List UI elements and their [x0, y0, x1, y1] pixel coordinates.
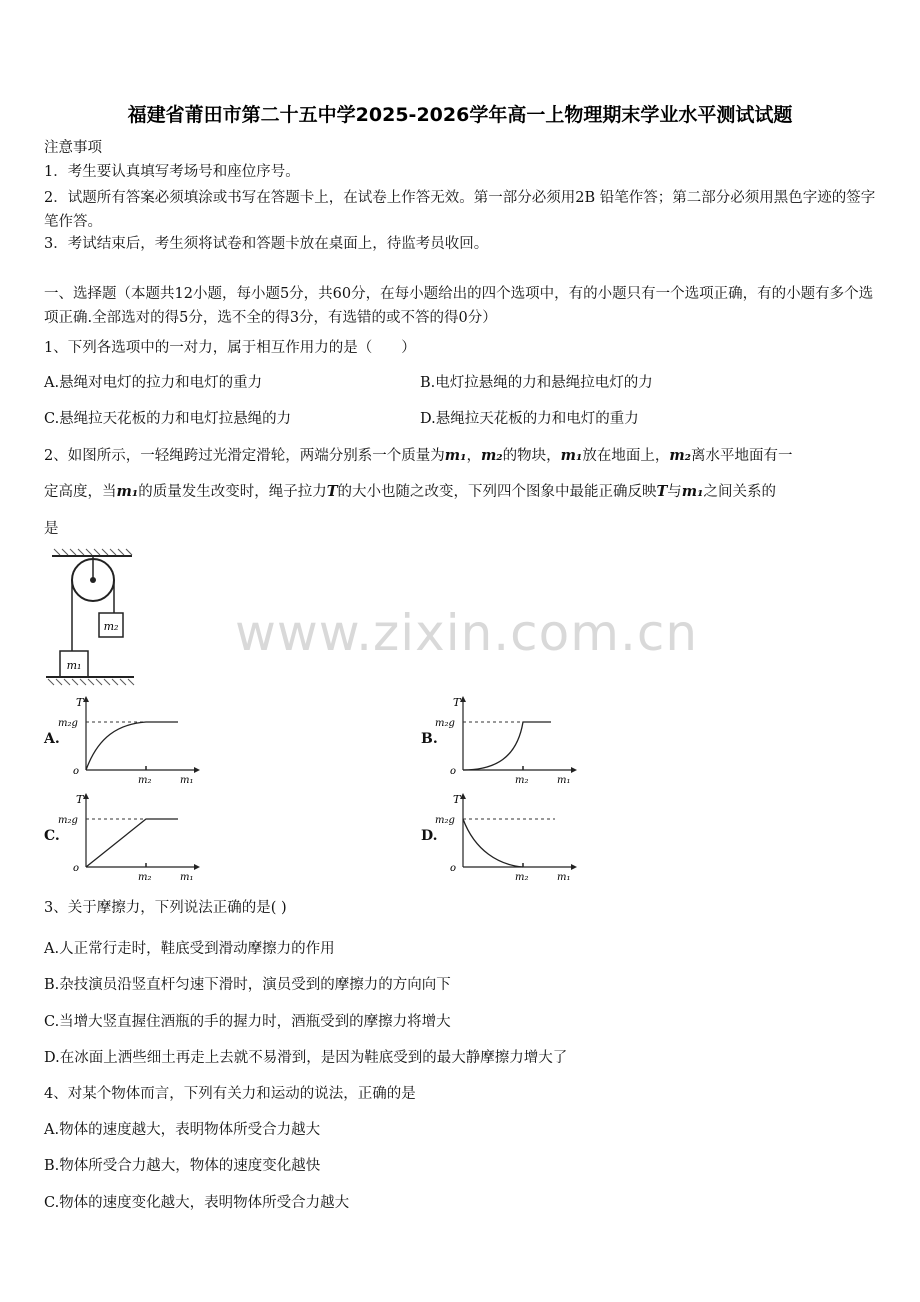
q2-line-3: 是 [44, 521, 59, 537]
graph-c [56, 789, 201, 883]
graph-a-curve [86, 722, 178, 770]
svg-text:m₂g: m₂g [58, 815, 78, 826]
svg-text:T: T [453, 793, 461, 806]
q4-option-a: A.物体的速度越大，表明物体所受合力越大 [44, 1122, 321, 1138]
graph-b-label: B. [421, 731, 438, 747]
graph-d [433, 789, 578, 883]
svg-text:m₂: m₂ [515, 775, 529, 786]
svg-text:m₁: m₁ [180, 775, 194, 786]
svg-text:o: o [73, 766, 80, 777]
q3-option-c: C.当增大竖直握住酒瓶的手的握力时，酒瓶受到的摩擦力将增大 [44, 1014, 451, 1030]
graph-c-curve [86, 819, 178, 867]
svg-text:m₂: m₂ [138, 872, 152, 883]
q3-option-a: A.人正常行走时，鞋底受到滑动摩擦力的作用 [44, 941, 335, 957]
q2-line-2: 定高度，当m₁的质量发生改变时，绳子拉力T的大小也随之改变，下列四个图象中最能正确反映T与m₁之间关系的 [44, 483, 776, 500]
q3-option-b: B.杂技演员沿竖直杆匀速下滑时，演员受到的摩擦力的方向向下 [44, 977, 451, 993]
svg-text:m₁: m₁ [557, 872, 571, 883]
svg-text:T: T [76, 696, 84, 709]
svg-text:T: T [76, 793, 84, 806]
graph-d-curve [463, 819, 523, 867]
block-m1-label: m₁ [66, 659, 82, 672]
svg-text:o: o [73, 863, 80, 874]
graph-a [56, 692, 201, 786]
block-m2-label: m₂ [103, 620, 119, 633]
q2-line-1: 2、如图所示，一轻绳跨过光滑定滑轮，两端分别系一个质量为m₁，m₂的物块，m₁放在地面上，m₂离水平地面有一 [44, 447, 793, 464]
section-intro: 一、选择题（本题共12小题，每小题5分，共60分，在每小题给出的四个选项中，有的小题只有一个选项正确，有的小题有多个选项正确.全部选对的得5分，选不全的得3分，有选错的或不答的得0分） [44, 286, 874, 326]
notice-item-2: 2．试题所有答案必须填涂或书写在答题卡上，在试卷上作答无效。第一部分必须用2B 铅笔作答；第二部分必须用黑色字迹的签字笔作答。 [44, 190, 876, 230]
svg-text:m₂g: m₂g [435, 718, 455, 729]
svg-text:m₂g: m₂g [58, 718, 78, 729]
page-title: 福建省莆田市第二十五中学2025-2026学年高一上物理期末学业水平测试试题 [127, 104, 793, 126]
q3-option-d: D.在冰面上洒些细土再走上去就不易滑到，是因为鞋底受到的最大静摩擦力增大了 [44, 1050, 568, 1066]
q1-option-b: B.电灯拉悬绳的力和悬绳拉电灯的力 [420, 375, 653, 391]
q4-option-c: C.物体的速度变化越大，表明物体所受合力越大 [44, 1195, 350, 1211]
watermark: www.zixin.com.cn [235, 604, 699, 662]
q1-stem: 1、下列各选项中的一对力，属于相互作用力的是（ ） [44, 340, 416, 356]
q4-option-b: B.物体所受合力越大，物体的速度变化越快 [44, 1158, 321, 1174]
q1-option-d: D.悬绳拉天花板的力和电灯的重力 [420, 411, 639, 427]
svg-text:m₁: m₁ [180, 872, 194, 883]
graph-c-label: C. [44, 828, 60, 844]
svg-text:o: o [450, 766, 457, 777]
graph-d-label: D. [421, 828, 438, 844]
svg-text:m₂g: m₂g [435, 815, 455, 826]
graph-a-label: A. [44, 731, 60, 747]
q1-option-c: C.悬绳拉天花板的力和电灯拉悬绳的力 [44, 411, 292, 427]
graph-b-curve [463, 722, 551, 770]
q3-stem: 3、关于摩擦力，下列说法正确的是( ) [44, 900, 287, 916]
pulley-figure [44, 548, 139, 690]
q4-stem: 4、对某个物体而言，下列有关力和运动的说法，正确的是 [44, 1086, 416, 1102]
svg-text:T: T [453, 696, 461, 709]
svg-text:o: o [450, 863, 457, 874]
notice-item-3: 3．考试结束后，考生须将试卷和答题卡放在桌面上，待监考员收回。 [44, 236, 489, 252]
svg-text:m₁: m₁ [557, 775, 571, 786]
graph-b [433, 692, 578, 786]
svg-text:m₂: m₂ [138, 775, 152, 786]
notice-item-1: 1．考生要认真填写考场号和座位序号。 [44, 164, 300, 180]
q1-option-a: A.悬绳对电灯的拉力和电灯的重力 [44, 375, 263, 391]
svg-text:m₂: m₂ [515, 872, 529, 883]
notice-heading: 注意事项 [44, 140, 102, 156]
